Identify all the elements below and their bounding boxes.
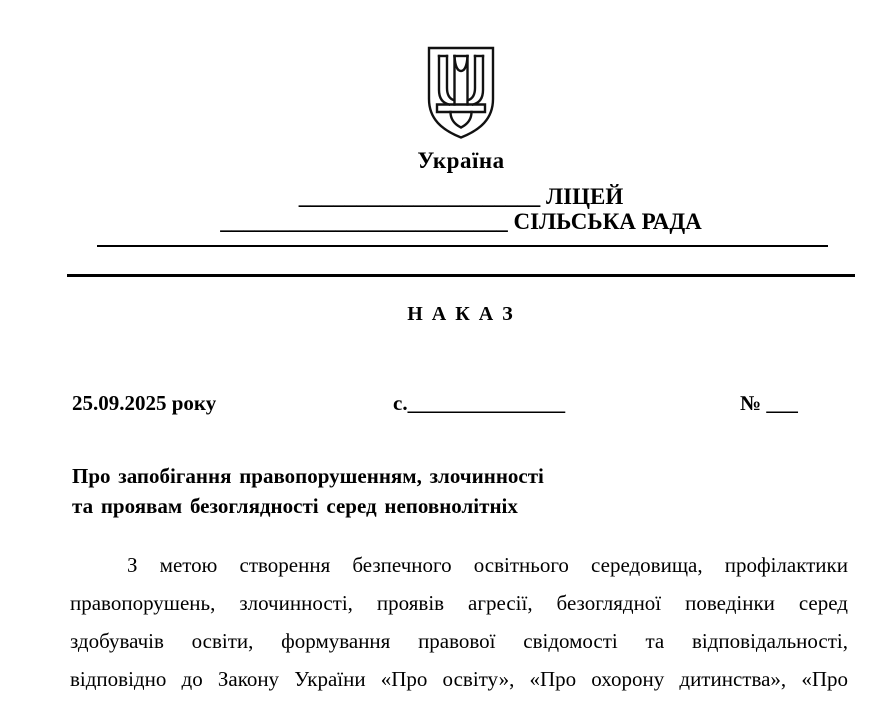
body-line: правопорушень, злочинності, проявів агресії, безоглядної поведінки серед	[70, 591, 848, 615]
header-divider-line	[67, 274, 855, 277]
order-subject	[72, 461, 544, 521]
institution-line-lyceum: _____________________ ЛІЦЕЙ	[298, 184, 624, 209]
body-line: З метою створення безпечного освітнього середовища, профілактики	[127, 553, 848, 577]
body-line: здобувачів освіти, формування правової свідомості та відповідальності,	[70, 629, 848, 653]
document-header	[67, 45, 855, 234]
blank-fill-line	[97, 245, 828, 247]
order-date: 25.09.2025 року	[72, 391, 217, 415]
order-body	[70, 546, 848, 698]
order-place: с._______________	[393, 391, 566, 415]
subject-line: та проявам безоглядності серед неповнолітніх	[72, 494, 518, 518]
order-title: Н А К А З	[407, 303, 515, 325]
subject-line: Про запобігання правопорушенням, злочинності	[72, 464, 544, 488]
country-name: Україна	[417, 148, 505, 173]
order-number: № ___	[740, 391, 798, 415]
body-line: відповідно до Закону України «Про освіту», «Про охорону дитинства», «Про	[70, 667, 848, 691]
tryzub-shield-icon	[424, 45, 498, 141]
institution-line-village-council: _________________________ СІЛЬСЬКА РАДА	[220, 209, 702, 234]
emblem	[67, 45, 855, 141]
